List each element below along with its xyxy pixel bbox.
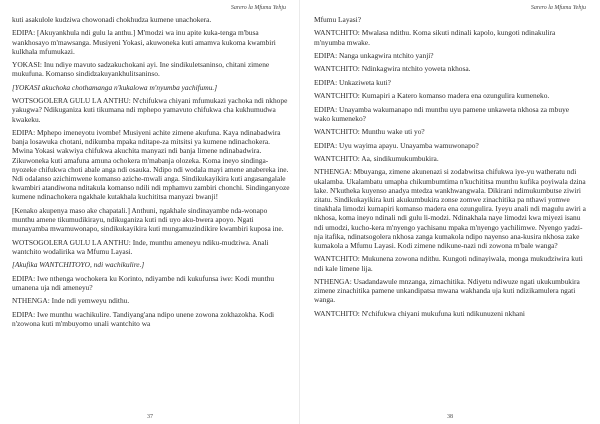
paragraph: WOTSOGOLERA GULU LA ANTHU: Inde, munthu ameneyu ndiku-mudziwa. Anali wantchito wodalirika wa Mfumu Layasi. [12,237,269,256]
paragraph: WANTCHITO: Munthu wake uti yo? [314,127,425,137]
stage-direction: [YOKASI akuchoka chothamanga n'kukalowa m'nyumba yachifumu.] [12,82,218,92]
left-page-text [12,15,290,332]
paragraph: [Kenako akupenya maso ake chapatali.] Anthuni, ngakhale sindinayambe nda-wonapo munthu amene tikumudikirayu, ndikuganiza kuti ndi uyo aku-bwera apoyo. Ngati munayamba mwamuwonapo, sindikukayikira kuti mungamuzindikire kwambiri kuposa ine. [12,205,284,234]
paragraph: Mfumu Layasi? [314,15,361,24]
paragraph: NTHENGA: Inde ndi yemweyu ndithu. [12,296,130,306]
paragraph: WANTCHITO: Mukunena zowona ndithu. Kungoti ndinayiwala, monga mukudziwira kuti ndi kale limene lija. [314,254,583,273]
stage-direction: [Akufika WANTCHITOYO, ndi wachikulire.] [12,260,145,270]
paragraph: EDIPA: Mphepo imeneyotu ivombe! Musiyeni achite zimene akufuna. Kaya ndinabadwira banja losawuka chotani, ndikumba mpaka nditape-za mitsitsi ya kumene ndinachokera. Mwina Yokasi wakwiya chifukwa akuchita manyazi ndi banja limene ndinabadwira. Zikuwoneka kuti amafuna amuna ochokera m'mabanja olozeka. Koma ineyo sindinga-nyozeke chifukwa choti abale anga ndi osauka. Ndipo ndi wodala mayi amene anabereka ine. Ndi odalanso azichimwene komanso aziche-mwali anga. Sindikukayikira kuti angasangalale kwambiri atandiwona nditakula komanso ndili ndi mphamvu zambiri chonchi. Sindinganyoze kumene ndinachokera ngakhale kutakhala kuchititsa manyazi bwanji! [12,127,290,202]
paragraph: WANTCHITO: Ndinkagwira ntchito yoweta nkhosa. [314,64,471,74]
paragraph: EDIPA: Unkaziweta kuti? [314,77,391,87]
paragraph: WANTCHITO: Mwalasa ndithu. Koma sikuti ndinali kapolo, kungoti ndinakulira m'nyumba mwake. [314,28,556,47]
paragraph: NTHENGA: Usadandawule mnzanga, zimachitika. Ndiyetu ndiwuze ngati ukukumbukira zimene zinachitika pamene unkandipatsa mwana wakhanda uja kuti ndizikamulera ngati wanga. [314,276,580,305]
paragraph: WANTCHITO: Kumapiri a Katero komanso madera ena ozungulira kumeneko. [314,91,550,101]
paragraph: WANTCHITO: Aa, sindikumukumbukira. [314,153,439,163]
right-page [300,0,600,424]
paragraph: EDIPA: Iwe nthenga wochokera ku Korinto, ndiyambe ndi kukufunsa iwe: Kodi munthu umanena uja ndi ameneyu? [12,273,275,292]
right-page-text [314,15,586,322]
paragraph: EDIPA: Iwe munthu wachikulire. Tandiyang'ana ndipo unene zowona zokhazokha. Kodi n'zowona kuti m'mbuyomo unali wantchito wa [12,309,275,328]
paragraph: kuti asakulole kudziwa chowonadi chokhudza kumene unachokera. [12,15,212,24]
paragraph: YOKASI: Inu ndiye mavuto sadzakuchokani ayi. Ine sindikuletsaninso, chitani zimene mukufuna. Komanso sindidzakuyankhulitsaninso. [12,60,270,79]
paragraph: WOTSOGOLERA GULU LA ANTHU: N'chifukwa chiyani mfumukazi yachoka ndi nkhope yakugwa? Ndikuganiza kuti tikumana ndi mphepo yamavuto chifukwa cha kukhumudwa kwakeku. [12,96,288,124]
left-running-head: Sarero la Mfumu Yehju [230,5,286,11]
right-running-head: Sarero la Mfumu Yehju [530,5,586,11]
paragraph: EDIPA: Nanga unkagwira ntchito yanji? [314,50,434,60]
paragraph: NTHENGA: Mbuyanga, zimene akunenazi si zodabwitsa chifukwa iye-yu watheratu ndi ukalamba. Ukalambatu umapha chikumbumtima n'kuchititsa munthu kufika poyiwala dzina lake. N'kutheka kuyenso anadya mtedza wankhwangwala. Dikirani ndimukumbutse ziwiri zitatu. Sindikukayikira kuti akukumbukira zonse zomwe zinachitika pa nthawi yomwe tinakhala limodzi kumapiri komanso madera ena ozungulira. Iyeyu anali ndi magulu awiri a nkhosa, koma ineyo ndinali ndi gulu li-modzi. Ndinakhala naye limodzi kwa miyezi isanu ndi umodzi, kucho-kera m'nyengo yachisanu mpaka m'nyengo yachilimwe. Nyengo yadzi-nja itafika, ndinatsogolera nkhosa zanga kumakola ndipo nayenso ana-kusira nkhosa zake kumakola a Mfumu Layasi. Kodi zimene ndikune-nazi ndi zowona m'bale wanga? [314,167,586,250]
paragraph: WANTCHITO: N'chifukwa chiyani mukufuna kuti ndikunuzeni nkhani [314,308,525,318]
left-page-number: 37 [147,414,153,420]
paragraph: EDIPA: Unayamba wakumanapo ndi munthu uyu pamene unkaweta nkhosa za mbuye wako kumeneko? [314,104,570,123]
paragraph: EDIPA: Uyu wayima apayu. Unayamba wamuwonapo? [314,140,479,150]
paragraph: EDIPA: [Akuyankhula ndi gulu la anthu.] M'modzi wa inu apite kuka-tenga m'busa wankhosayo m'mawsanga. Musiyeni Yokasi, akuwoneka kuti amamva kukoma kwambiri kulkhala mfumukazi. [12,28,276,56]
right-page-number: 38 [447,414,453,420]
